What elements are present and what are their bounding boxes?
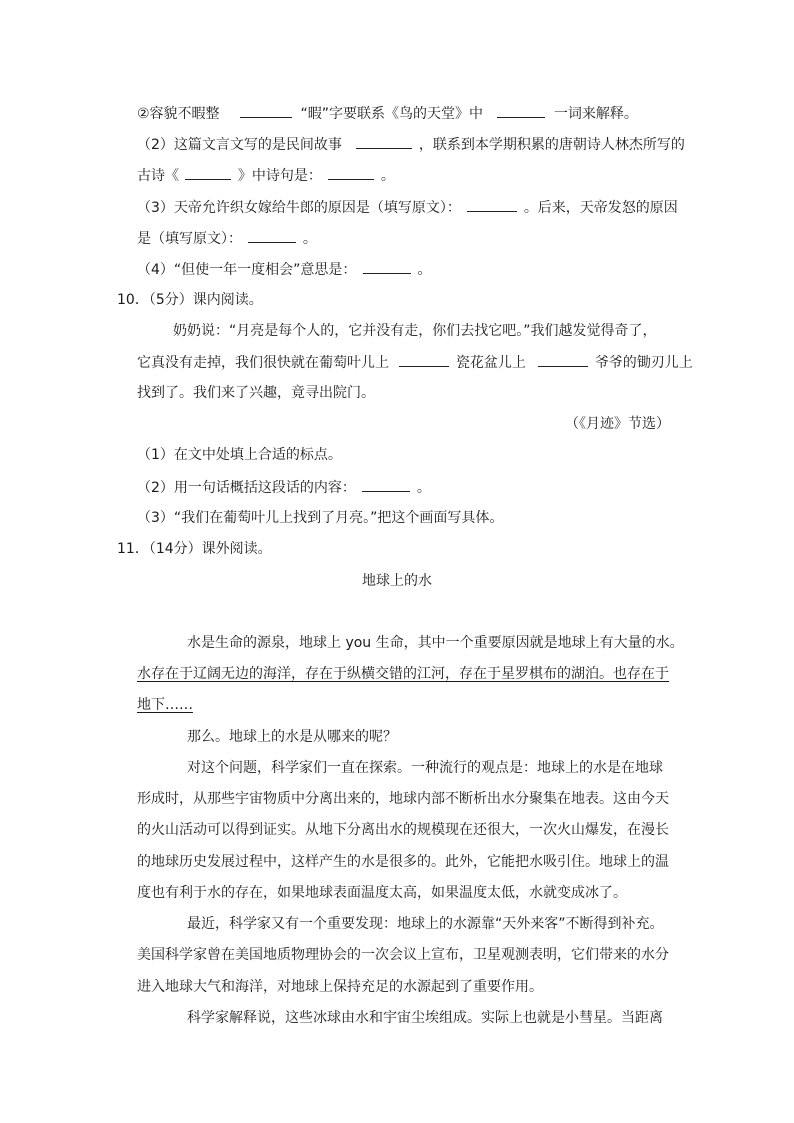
article-line: 的地球历史发展过程中，这样产生的水是很多的。此外，它能把水吸引住。地球上的温: [137, 854, 669, 870]
article-line-underlined: 地下……: [137, 697, 193, 713]
q9-sub4-line: （4）“但使一年一度相会”意思是： 。: [137, 259, 431, 280]
answer-blank[interactable]: [399, 352, 449, 367]
q10-passage-line: 找到了。我们来了兴趣，竟寻出院门。: [137, 385, 375, 401]
q9-sub2-line-a: （2）这篇文言文写的是民间故事 ，联系到本学期积累的唐朝诗人林杰所写的: [137, 134, 685, 155]
q10-source: （《月迹》节选）: [565, 416, 670, 432]
answer-blank[interactable]: [362, 477, 410, 492]
q10-sub2: （2）用一句话概括这段话的内容： 。: [137, 477, 431, 498]
answer-blank[interactable]: [240, 103, 292, 118]
answer-blank[interactable]: [185, 165, 231, 180]
q10-passage-line: 它真没有走掉，我们很快就在葡萄叶儿上 瓷花盆儿上 爷爷的锄刃儿上: [137, 352, 693, 373]
answer-blank[interactable]: [248, 228, 296, 243]
q10-sub3: （3）“我们在葡萄叶儿上找到了月亮。”把这个画面写具体。: [137, 510, 504, 526]
article-line: 进入地球大气和海洋，对地球上保持充足的水源起到了重要作用。: [137, 979, 543, 995]
q9-sub3-line-b: 是（填写原文）： 。: [137, 228, 317, 249]
answer-blank[interactable]: [538, 352, 588, 367]
article-title: 地球上的水: [362, 573, 432, 589]
answer-blank[interactable]: [497, 103, 545, 118]
article-line: 对这个问题，科学家们一直在探索。一种流行的观点是：地球上的水是在地球: [187, 760, 663, 776]
article-line: 美国科学家曾在美国地质物理协会的一次会议上宣布，卫星观测表明，它们带来的水分: [137, 947, 669, 963]
answer-blank[interactable]: [356, 134, 412, 149]
article-line: 形成时，从那些宇宙物质中分离出来的，地球内部不断析出水分聚集在地表。这由今天: [137, 791, 669, 807]
q10-sub1: （1）在文中处填上合适的标点。: [137, 447, 342, 463]
answer-blank[interactable]: [328, 165, 374, 180]
q9-item2-line: ②容貌不暇整 “暇”字要联系《鸟的天堂》中 一词来解释。: [137, 103, 638, 124]
article-line: 科学家解释说，这些冰球由水和宇宙尘埃组成。实际上也就是小彗星。当距离: [187, 1010, 663, 1026]
q11-header: 11．（14分）课外阅读。: [117, 541, 272, 557]
article-line: 度也有利于水的存在，如果地球表面温度太高，如果温度太低，水就变成冰了。: [137, 885, 627, 901]
q10-header: 10．（5分）课内阅读。: [117, 292, 263, 308]
q10-passage-line: 奶奶说：“月亮是每个人的，它并没有走，你们去找它吧。”我们越发觉得奇了，: [173, 323, 657, 339]
q9-sub3-line-a: （3）天帝允许织女嫁给牛郎的原因是（填写原文）： 。后来，天帝发怒的原因: [137, 197, 678, 218]
article-line: 水是生命的源泉，地球上 you 生命，其中一个重要原因就是地球上有大量的水。: [187, 635, 684, 651]
article-line: 的火山活动可以得到证实。从地下分离出水的规模现在还很大，一次火山爆发，在漫长: [137, 822, 669, 838]
article-line-underlined: 水存在于辽阔无边的海洋，存在于纵横交错的江河，存在于星罗棋布的湖泊。也存在于: [137, 666, 669, 682]
article-line: 那么。地球上的水是从哪来的呢？: [187, 729, 397, 745]
article-line: 最近，科学家又有一个重要发现：地球上的水源靠“天外来客”不断得到补充。: [187, 916, 664, 932]
answer-blank[interactable]: [363, 259, 411, 274]
answer-blank[interactable]: [467, 197, 517, 212]
q9-sub2-line-b: 古诗《 》中诗句是： 。: [137, 165, 395, 186]
